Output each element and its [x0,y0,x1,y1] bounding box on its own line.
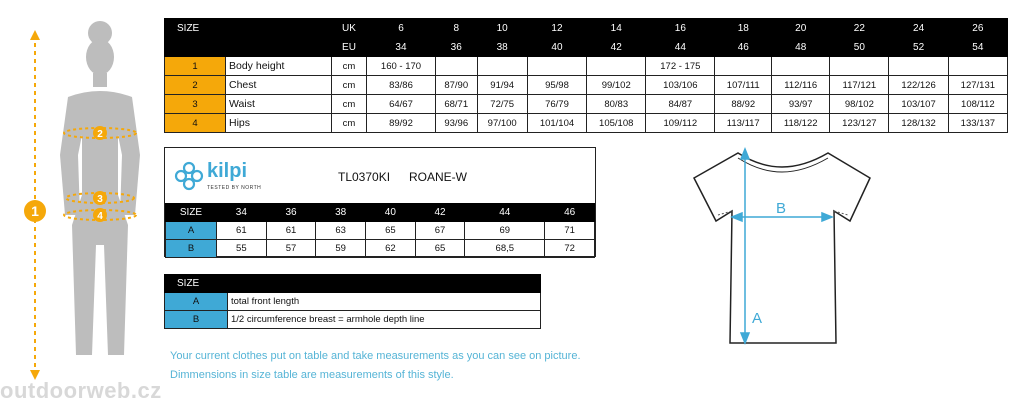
uk-size: 18 [715,19,772,38]
row-unit: cm [332,57,367,76]
table-cell: 123/127 [830,114,889,133]
product-size-panel [164,147,596,257]
table-cell [435,57,477,76]
body-figure [0,15,160,390]
size-col: 34 [217,204,267,222]
eu-size: 50 [830,38,889,57]
uk-size: 10 [477,19,527,38]
uk-size: 6 [367,19,436,38]
size-header: SIZE [166,204,217,222]
uk-size: 26 [948,19,1007,38]
tshirt-diagram [690,143,875,348]
legend-text: total front length [228,293,541,311]
table-cell [772,57,830,76]
table-row-b [166,240,595,258]
table-cell: 103/107 [889,95,948,114]
product-size-table [165,203,595,258]
table-cell: 59 [316,240,366,258]
table-cell [527,57,586,76]
table-row-a [166,222,595,240]
eu-size: 48 [772,38,830,57]
brand-logo: kilpi [207,160,248,182]
watermark-logo: outdoorweb.cz [0,378,162,403]
table-cell: 109/112 [646,114,715,133]
table-cell: 55 [217,240,267,258]
eu-size: 44 [646,38,715,57]
header-row-eu [165,38,1008,57]
table-cell: 68,5 [465,240,545,258]
uk-size: 12 [527,19,586,38]
table-cell: 76/79 [527,95,586,114]
tshirt-outline-icon [694,153,870,343]
uk-size: 14 [587,19,646,38]
row-unit: cm [332,76,367,95]
table-cell: 83/86 [367,76,436,95]
table-cell: 98/102 [830,95,889,114]
eu-label: EU [332,38,367,57]
row-label: A [165,293,228,311]
table-cell: 87/90 [435,76,477,95]
measure-b-label: B [776,200,787,217]
table-cell: 93/97 [772,95,830,114]
uk-size: 16 [646,19,715,38]
row-label: B [165,311,228,329]
table-cell: 67 [415,222,465,240]
uk-label: UK [332,19,367,38]
eu-size: 40 [527,38,586,57]
table-cell [477,57,527,76]
table-cell: 84/87 [646,95,715,114]
table-cell: 72/75 [477,95,527,114]
row-unit: cm [332,114,367,133]
marker-2-label: 2 [97,129,103,140]
table-cell: 65 [415,240,465,258]
legend-text: 1/2 circumference breast = armhole depth line [228,311,541,329]
table-cell [830,57,889,76]
table-cell: 101/104 [527,114,586,133]
eu-size: 46 [715,38,772,57]
eu-size: 36 [435,38,477,57]
row-label: Waist [226,95,332,114]
table-cell [587,57,646,76]
brand-tagline: TESTED BY NORTH [207,185,262,191]
table-cell [715,57,772,76]
table-cell: 89/92 [367,114,436,133]
table-cell: 118/122 [772,114,830,133]
table-cell: 69 [465,222,545,240]
kilpi-logo-icon [173,160,205,192]
table-cell: 64/67 [367,95,436,114]
size-header: SIZE [165,19,226,38]
row-label: Body height [226,57,332,76]
row-label: Chest [226,76,332,95]
row-label: B [166,240,217,258]
table-cell: 108/112 [948,95,1007,114]
row-unit: cm [332,95,367,114]
uk-size: 22 [830,19,889,38]
table-cell [948,57,1007,76]
table-cell: 133/137 [948,114,1007,133]
product-name: ROANE-W [409,170,467,184]
size-col: 42 [415,204,465,222]
table-cell: 122/126 [889,76,948,95]
legend-row-a [165,293,541,311]
table-cell: 95/98 [527,76,586,95]
size-col: 44 [465,204,545,222]
legend-header-row [165,275,541,293]
table-cell: 91/94 [477,76,527,95]
table-cell: 97/100 [477,114,527,133]
row-label: Hips [226,114,332,133]
eu-size: 38 [477,38,527,57]
product-header [165,148,595,203]
product-code: TL0370KI [338,170,391,184]
measurement-legend [164,274,541,329]
marker-4-label: 4 [97,211,103,222]
legend-row-b [165,311,541,329]
table-row-body-height [165,57,1008,76]
table-cell: 62 [366,240,416,258]
table-cell: 68/71 [435,95,477,114]
eu-size: 54 [948,38,1007,57]
table-cell: 72 [545,240,595,258]
table-row-chest [165,76,1008,95]
row-number: 4 [165,114,226,133]
table-cell: 93/96 [435,114,477,133]
size-table [164,18,1008,133]
header-row-uk [165,19,1008,38]
row-label: A [166,222,217,240]
product-header-row [166,204,595,222]
uk-size: 8 [435,19,477,38]
table-cell: 103/106 [646,76,715,95]
uk-size: 20 [772,19,830,38]
note-text: Dimmensions in size table are measurements of this style. [170,369,454,381]
table-cell: 65 [366,222,416,240]
size-col: 46 [545,204,595,222]
row-number: 2 [165,76,226,95]
size-header: SIZE [165,275,228,293]
table-cell: 61 [217,222,267,240]
table-cell: 127/131 [948,76,1007,95]
table-row-waist [165,95,1008,114]
table-cell: 128/132 [889,114,948,133]
marker-3-label: 3 [97,194,103,205]
table-cell: 57 [266,240,316,258]
table-cell: 99/102 [587,76,646,95]
table-cell: 88/92 [715,95,772,114]
row-number: 3 [165,95,226,114]
table-cell: 80/83 [587,95,646,114]
table-cell: 160 - 170 [367,57,436,76]
eu-size: 34 [367,38,436,57]
table-row-hips [165,114,1008,133]
eu-size: 52 [889,38,948,57]
marker-1-label: 1 [31,203,39,219]
table-cell: 71 [545,222,595,240]
table-cell: 172 - 175 [646,57,715,76]
uk-size: 24 [889,19,948,38]
table-cell [889,57,948,76]
table-cell: 107/111 [715,76,772,95]
table-cell: 61 [266,222,316,240]
table-cell: 63 [316,222,366,240]
table-cell: 105/108 [587,114,646,133]
table-cell: 117/121 [830,76,889,95]
table-cell: 112/116 [772,76,830,95]
note-text: Your current clothes put on table and take measurements as you can see on picture. [170,350,581,362]
size-col: 38 [316,204,366,222]
measure-a-label: A [752,310,763,327]
eu-size: 42 [587,38,646,57]
size-col: 40 [366,204,416,222]
size-col: 36 [266,204,316,222]
row-number: 1 [165,57,226,76]
table-cell: 113/117 [715,114,772,133]
